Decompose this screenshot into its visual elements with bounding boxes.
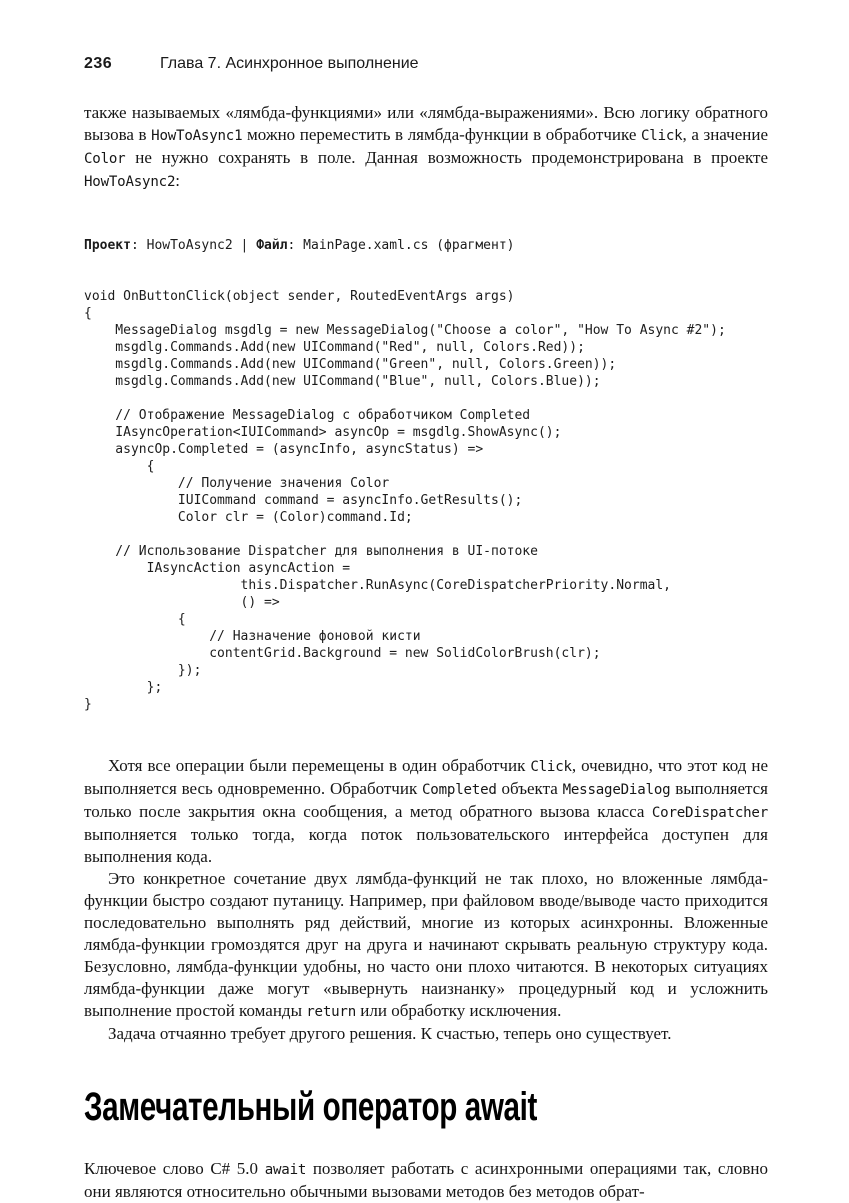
- page-header: [84, 54, 768, 73]
- paragraph-solution-needed: Задача отчаянно требует другого решения. К счастью, теперь оно существует.: [108, 1024, 672, 1043]
- code-listing-title: Проект: HowToAsync2 | Файл: MainPage.xaml.cs (фрагмент): [84, 238, 515, 253]
- chapter-title: Глава 7. Асинхронное выполнение: [160, 55, 419, 72]
- paragraph-await-intro: Ключевое слово C# 5.0 await позволяет работать с асинхронными операциями так, словно они являются относительно обычными вызовами методов без методов обрат-: [84, 1159, 768, 1201]
- paragraph-click-handler: Хотя все операции были перемещены в один обработчик Click, очевидно, что этот код не выполняется весь одновременно. Обработчик Completed объекта MessageDialog выполняется только после закрытия окна сообщения, а метод обратного вызова класса CoreDispatcher выполняется только тогда, когда поток пользовательского интерфейса доступен для выполнения кода.: [84, 756, 769, 866]
- paragraph-nested-lambdas: Это конкретное сочетание двух лямбда-функций не так плохо, но вложенные лямбда-функции быстро создают путаницу. Например, при файловом вводе/выводе часто приходится последовательно выполнять ряд действий, многие из которых асинхронны. Вложенные лямбда-функции громоздятся друг на друга и начинают скрывать реальную структуру кода. Безусловно, лямбда-функции удобны, но часто они плохо читаются. В некоторых ситуациях лямбда-функции даже могут «вывернуть наизнанку» процедурный код и усложнить выполнение простой команды return или обработку исключения.: [84, 869, 768, 1020]
- page-number: 236: [84, 55, 113, 72]
- code-listing-lines: void OnButtonClick(object sender, RoutedEventArgs args) { MessageDialog msgdlg = new MessageDialog("Choose a color", "How To Async #2"); msgdlg.Commands.Add(new UICommand("Red", null, Colors.Red)); msgdlg.Commands.Add(new UICommand("Green", null, Colors.Green)); msgdlg.Commands.Add(new UICommand("Blue", null, Colors.Blue)); // Отображение MessageDialog с обработчиком Completed IAsyncOperation<IUICommand> asyncOp = msgdlg.ShowAsync(); asyncOp.Completed = (asyncInfo, asyncStatus) => { // Получение значения Color IUICommand command = asyncInfo.GetResults(); Color clr = (Color)command.Id; // Использование Dispatcher для выполнения в UI-потоке IAsyncAction asyncAction = this.Dispatcher.RunAsync(CoreDispatcherPriority.Normal, () => { // Назначение фоновой кисти contentGrid.Background = new SolidColorBrush(clr); }); }; }: [84, 289, 726, 712]
- paragraph-intro: также называемых «лямбда-функциями» или «лямбда-выражениями». Всю логику обратного вызова в HowToAsync1 можно переместить в лямбда-функции в обработчике Click, а значение Color не нужно сохранять в поле. Данная возможность продемонстрирована в проекте HowToAsync2:: [84, 103, 768, 190]
- section-heading: Замечательный оператор await: [84, 1085, 537, 1129]
- code-listing: [84, 203, 768, 747]
- page-content: [84, 102, 768, 1203]
